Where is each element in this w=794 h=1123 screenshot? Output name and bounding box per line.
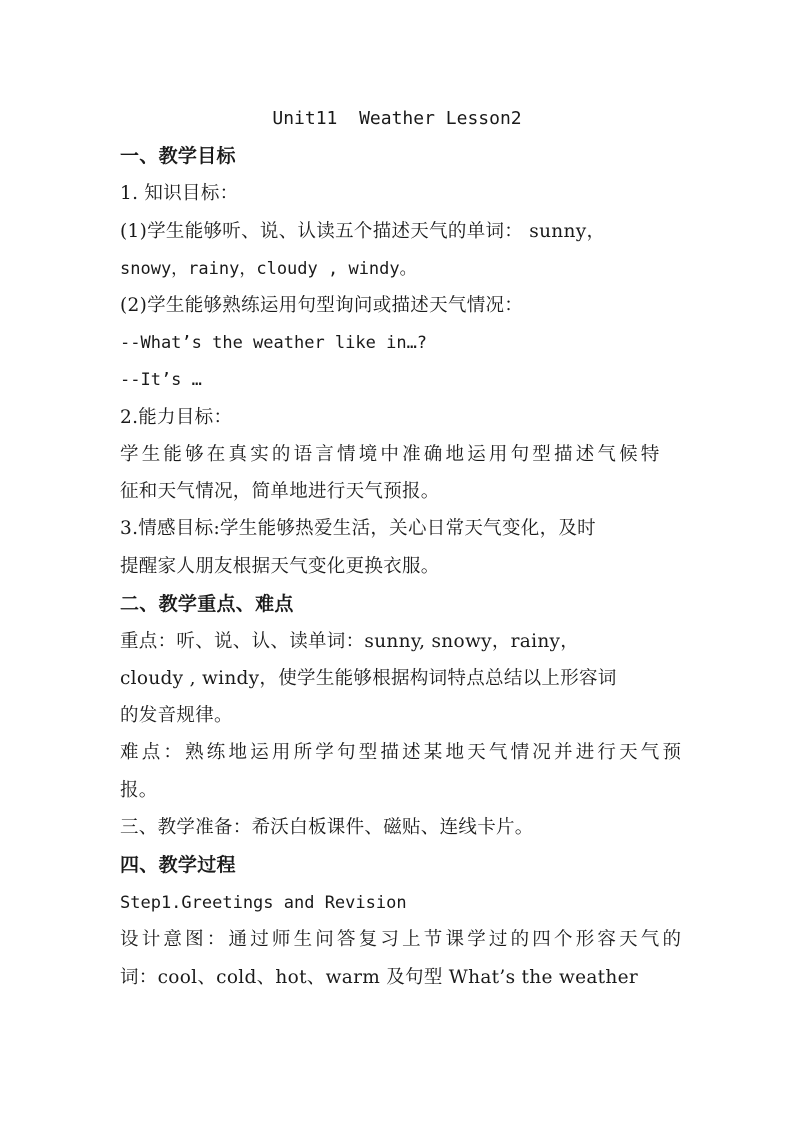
section-heading-process: 四、教学过程 xyxy=(120,854,236,876)
paragraph-line: cloudy , windy，使学生能够根据构词特点总结以上形容词 xyxy=(120,668,617,689)
section-heading-objectives: 一、教学目标 xyxy=(120,145,236,167)
paragraph-line: 设计意图：通过师生问答复习上节课学过的四个形容天气的 xyxy=(120,929,685,950)
paragraph-line: (1)学生能够听、说、认读五个描述天气的单词： sunny， xyxy=(120,221,606,242)
section-heading-key-points: 二、教学重点、难点 xyxy=(120,593,294,615)
paragraph-line: 学生能够在真实的语言情境中准确地运用句型描述气候特 xyxy=(120,444,663,465)
document-title: Unit11 Weather Lesson2 xyxy=(272,108,522,129)
step-heading: Step1.Greetings and Revision xyxy=(120,893,407,913)
paragraph-line: 难点：熟练地运用所学句型描述某地天气情况并进行天气预 xyxy=(120,742,685,763)
paragraph-line: 报。 xyxy=(120,780,158,801)
paragraph-line: 征和天气情况，简单地进行天气预报。 xyxy=(120,481,440,502)
paragraph-line: 提醒家人朋友根据天气变化更换衣服。 xyxy=(120,556,440,577)
sentence-pattern-question: --What’s the weather like in…? xyxy=(120,333,428,353)
paragraph-line: 词：cool、cold、hot、warm 及句型 What’s the weather xyxy=(120,967,638,988)
section-heading-preparation: 三、教学准备：希沃白板课件、磁贴、连线卡片。 xyxy=(120,817,534,838)
paragraph-line: 的发音规律。 xyxy=(120,705,233,726)
subheading-ability-objectives: 2.能力目标： xyxy=(120,407,233,428)
sentence-pattern-answer: --It’s … xyxy=(120,370,202,390)
subheading-knowledge-objectives: 1. 知识目标： xyxy=(120,183,239,204)
paragraph-line: 重点：听、说、认、读单词：sunny, snowy，rainy， xyxy=(120,631,580,652)
subheading-emotional-objectives: 3.情感目标:学生能够热爱生活，关心日常天气变化，及时 xyxy=(120,518,596,539)
paragraph-line: snowy，rainy，cloudy , windy。 xyxy=(120,259,417,279)
paragraph-line: (2)学生能够熟练运用句型询问或描述天气情况： xyxy=(120,295,524,316)
